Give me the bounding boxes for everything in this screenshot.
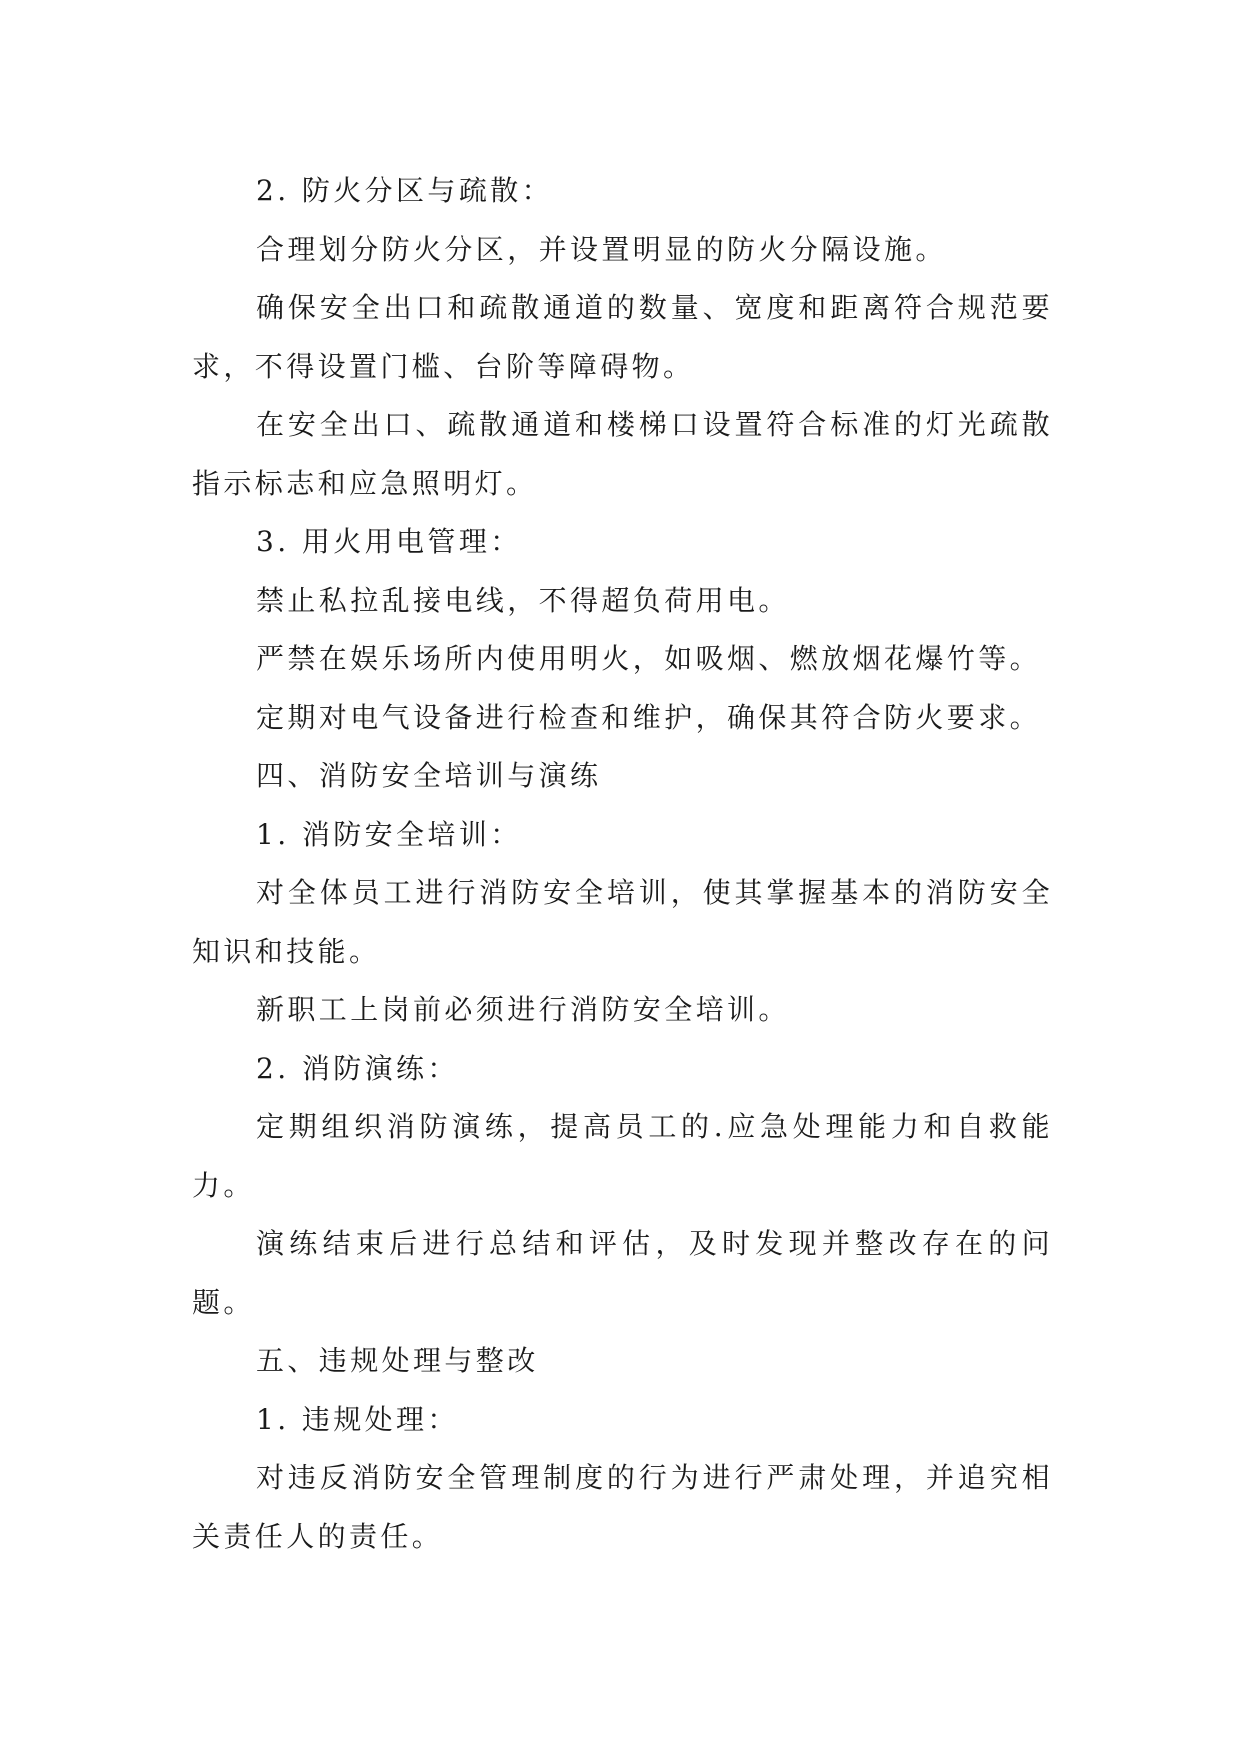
paragraph: 新职工上岗前必须进行消防安全培训。 — [256, 993, 790, 1026]
paragraph: 定期对电气设备进行检查和维护，确保其符合防火要求。 — [256, 700, 1042, 734]
paragraph: 严禁在娱乐场所内使用明火，如吸烟、燃放烟花爆竹等。 — [256, 642, 1042, 675]
document-body — [192, 162, 1053, 1566]
subsection-heading-violation-handling: 1. 违规处理： — [256, 1402, 459, 1436]
paragraph: 合理划分防火分区，并设置明显的防火分隔设施。 — [256, 232, 947, 266]
section-heading-violations: 五、违规处理与整改 — [256, 1344, 539, 1377]
paragraph: 确保安全出口和疏散通道的数量、宽度和距离符合规范要求，不得设置门槛、台阶等障碍物。 — [192, 291, 1053, 383]
paragraph: 在安全出口、疏散通道和楼梯口设置符合标准的灯光疏散指示标志和应急照明灯。 — [192, 408, 1053, 500]
subsection-heading-fire-zoning: 2. 防火分区与疏散： — [256, 174, 554, 207]
paragraph: 对违反消防安全管理制度的行为进行严肃处理，并追究相关责任人的责任。 — [192, 1461, 1053, 1553]
paragraph: 禁止私拉乱接电线，不得超负荷用电。 — [256, 583, 790, 617]
paragraph: 对全体员工进行消防安全培训，使其掌握基本的消防安全知识和技能。 — [192, 876, 1053, 968]
paragraph: 定期组织消防演练，提高员工的.应急处理能力和自救能力。 — [192, 1110, 1053, 1202]
subsection-heading-drill: 2. 消防演练： — [256, 1051, 459, 1085]
section-heading-training: 四、消防安全培训与演练 — [256, 759, 602, 792]
paragraph: 演练结束后进行总结和评估，及时发现并整改存在的问题。 — [192, 1227, 1053, 1319]
subsection-heading-training: 1. 消防安全培训： — [256, 817, 522, 851]
subsection-heading-fire-electricity: 3. 用火用电管理： — [256, 525, 522, 558]
